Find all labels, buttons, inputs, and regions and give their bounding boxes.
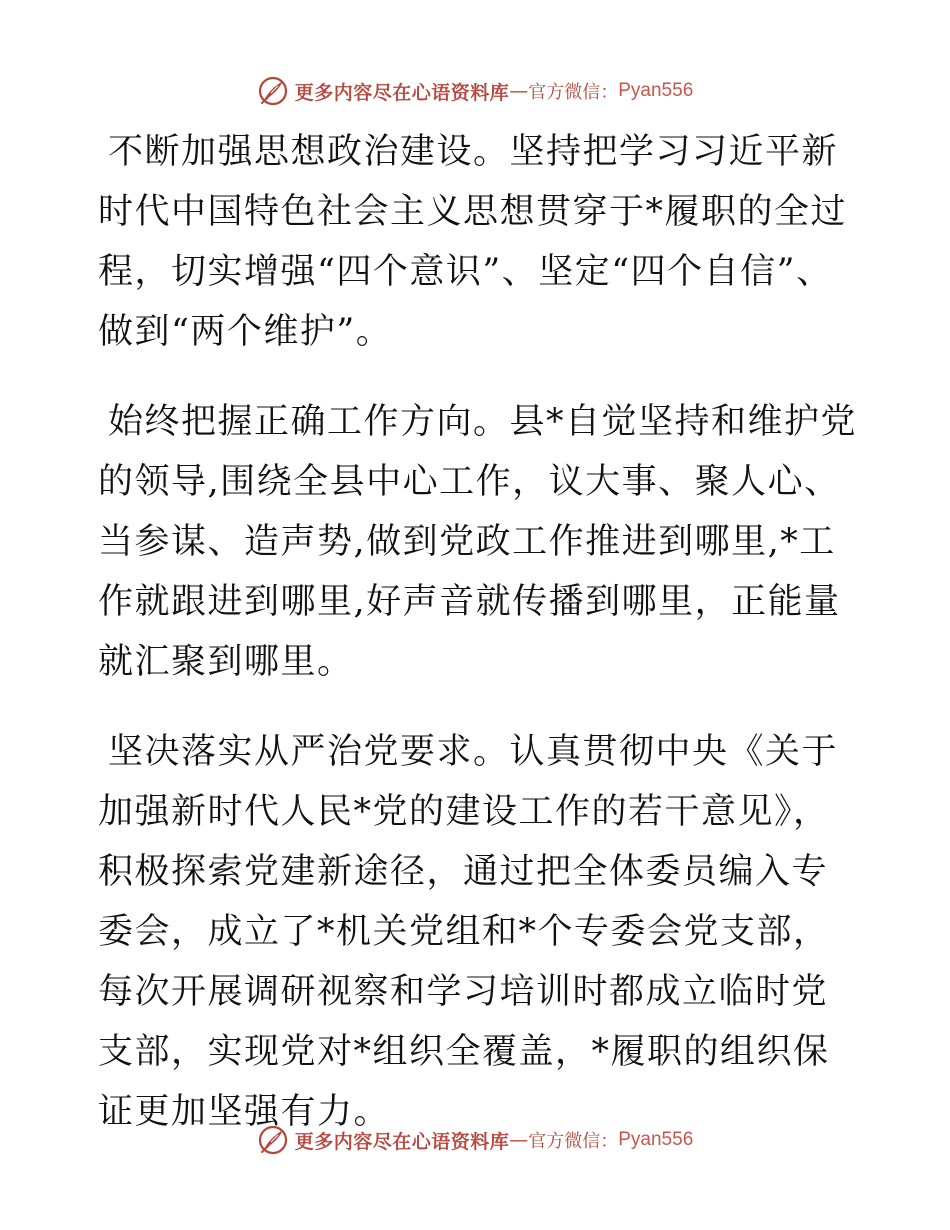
paragraph-political-building: 不断加强思想政治建设。坚持把学习习近平新时代中国特色社会主义思想贯穿于*履职的全过程，切实增强“四个意识”、坚定“四个自信”、做到“两个维护”。: [98, 132, 848, 352]
footer-wechat-id: Pyan556: [618, 1129, 694, 1150]
footer-dash: —: [509, 1129, 529, 1151]
paragraph-work-direction: 始终把握正确工作方向。县*自觉坚持和维护党的领导,围绕全县中心工作，议大事、聚人心、当参谋、造声势,做到党政工作推进到哪里,*工作就跟进到哪里,好声音就传播到哪里，正能量就汇聚到哪里。: [98, 402, 858, 682]
feather-pen-logo-icon: [257, 1124, 289, 1156]
footer-official-label: 官方微信：: [528, 1131, 619, 1152]
banner-wechat-id: Pyan556: [618, 80, 694, 101]
page-header-banner: [0, 71, 950, 111]
footer-site-name: 更多内容尽在心语资料库: [294, 1130, 510, 1153]
page-footer-banner: [0, 1120, 950, 1160]
feather-pen-logo-icon: [257, 75, 289, 107]
banner-site-name: 更多内容尽在心语资料库: [294, 81, 510, 104]
banner-official-label: 官方微信：: [528, 82, 619, 103]
document-body: [98, 122, 858, 1172]
banner-dash: —: [509, 80, 529, 102]
paragraph-party-discipline: 坚决落实从严治党要求。认真贯彻中央《关于加强新时代人民*党的建设工作的若干意见》，积极探索党建新途径，通过把全体委员编入专委会，成立了*机关党组和*个专委会党支部，每次开展调研视察和学习培训时都成立临时党支部，实现党对*组织全覆盖，*履职的组织保证更加坚强有力。: [98, 732, 839, 1132]
